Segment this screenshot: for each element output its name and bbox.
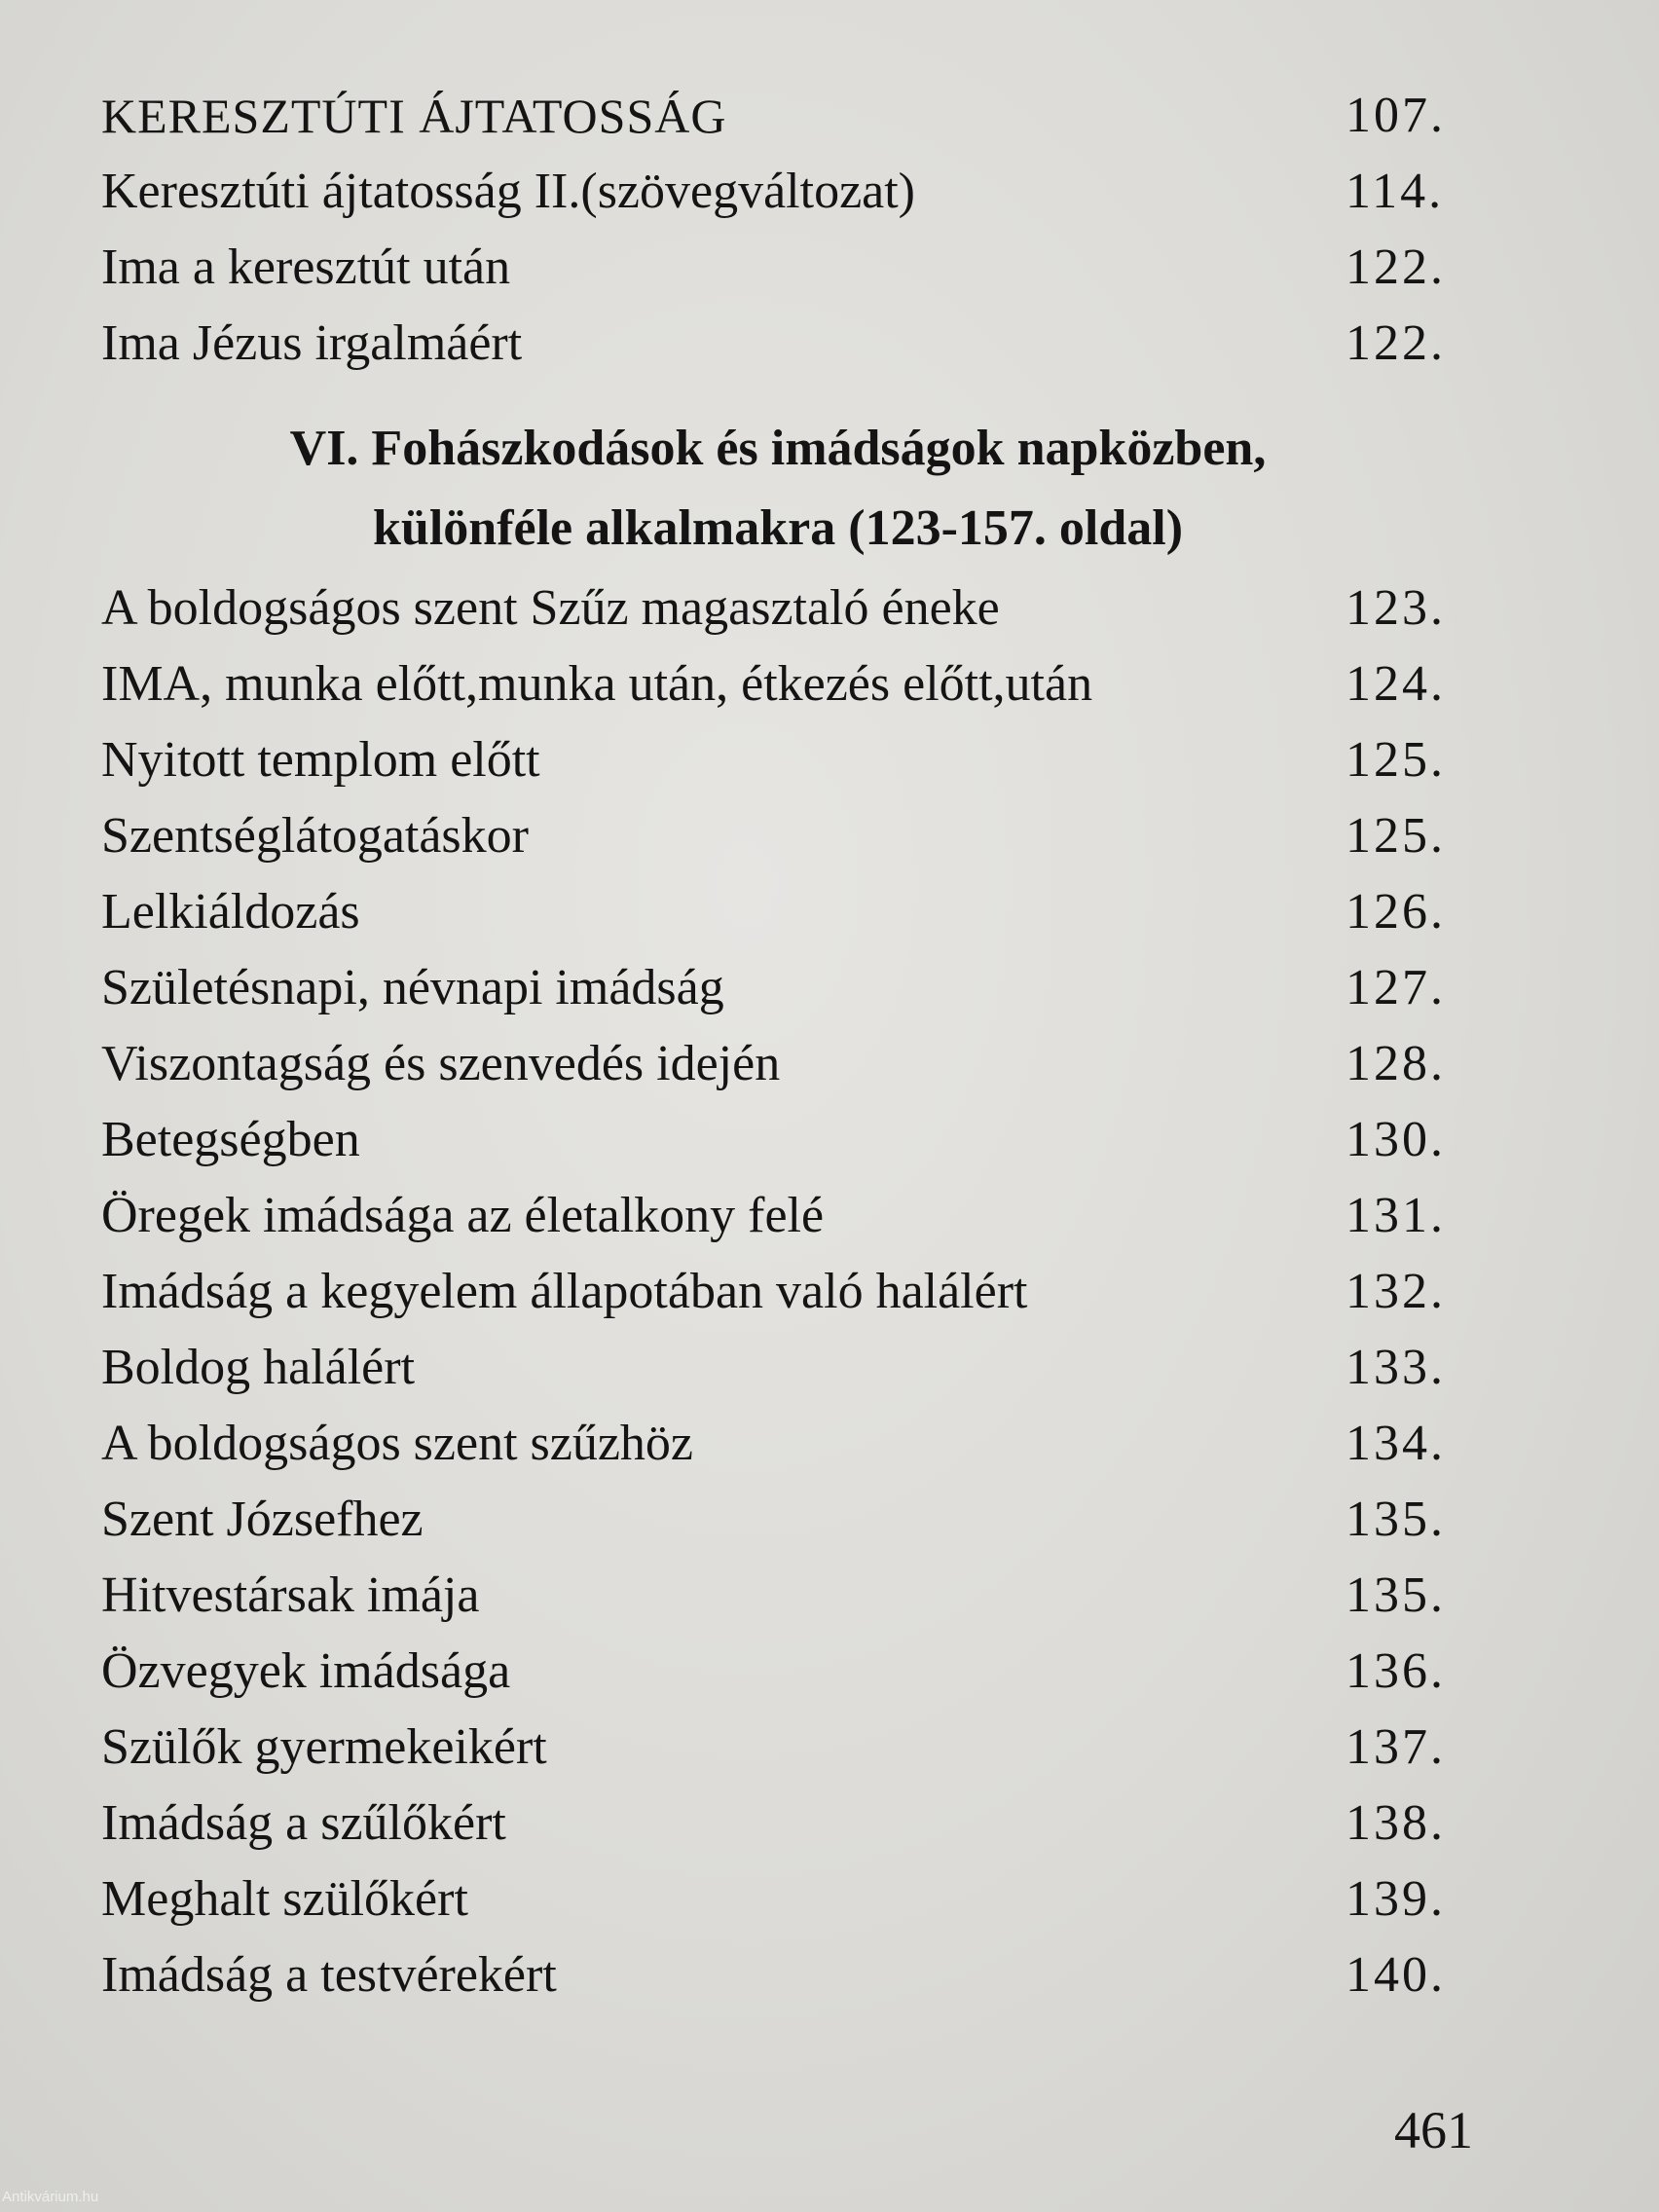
toc-entry bbox=[101, 1330, 1455, 1406]
toc-entry bbox=[101, 571, 1455, 646]
toc-entry bbox=[101, 1102, 1455, 1178]
page-number: 461 bbox=[1394, 2101, 1473, 2159]
section-heading-line-1: VI. Fohászkodások és imádságok napközben, bbox=[289, 421, 1267, 476]
toc-entry-title: Imádság a testvérekért bbox=[101, 1947, 557, 2003]
toc-entry-page: 138. bbox=[1346, 1795, 1446, 1851]
toc-entry-title: Boldog halálért bbox=[101, 1340, 416, 1395]
toc-entry bbox=[101, 874, 1455, 950]
toc-entry-title: Viszontagság és szenvedés idején bbox=[101, 1036, 781, 1091]
toc-entry-title: Imádság a kegyelem állapotában való halálért bbox=[101, 1264, 1028, 1319]
toc-entry-title: Nyitott templom előtt bbox=[101, 732, 540, 788]
toc-entry-title: Ima Jézus irgalmáért bbox=[101, 315, 523, 371]
toc-entry-page: 127. bbox=[1346, 960, 1446, 1015]
toc-entry-title: Öregek imádsága az életalkony felé bbox=[101, 1188, 825, 1243]
toc-entry-title: Imádság a szűlőkért bbox=[101, 1795, 506, 1851]
toc-entry-page: 125. bbox=[1346, 808, 1446, 864]
toc-entry bbox=[101, 78, 1455, 154]
table-of-contents bbox=[101, 78, 1455, 2013]
toc-entry-page: 128. bbox=[1346, 1036, 1446, 1091]
toc-entry-page: 135. bbox=[1346, 1567, 1446, 1623]
toc-entry-title: A boldogságos szent szűzhöz bbox=[101, 1416, 694, 1471]
toc-entry-page: 135. bbox=[1346, 1492, 1446, 1547]
toc-entry bbox=[101, 1254, 1455, 1330]
toc-entry bbox=[101, 722, 1455, 798]
toc-entry bbox=[101, 230, 1455, 306]
section-heading bbox=[101, 382, 1455, 571]
toc-entry bbox=[101, 1786, 1455, 1862]
toc-entry-title: Meghalt szülőkért bbox=[101, 1871, 468, 1927]
toc-entry-page: 134. bbox=[1346, 1416, 1446, 1471]
toc-entry-page: 139. bbox=[1346, 1871, 1446, 1927]
toc-entry bbox=[101, 1406, 1455, 1482]
toc-entry bbox=[101, 1862, 1455, 1937]
toc-entry-page: 122. bbox=[1346, 315, 1446, 371]
toc-entry-page: 132. bbox=[1346, 1264, 1446, 1319]
toc-entry bbox=[101, 798, 1455, 874]
toc-entry-page: 133. bbox=[1346, 1340, 1446, 1395]
toc-entry-title: Szentséglátogatáskor bbox=[101, 808, 529, 864]
toc-entry-title: Szent Józsefhez bbox=[101, 1492, 424, 1547]
toc-entry bbox=[101, 154, 1455, 230]
toc-entry bbox=[101, 1482, 1455, 1558]
toc-entry bbox=[101, 1710, 1455, 1786]
toc-entry-title: Hitvestársak imája bbox=[101, 1567, 480, 1623]
toc-entry bbox=[101, 1026, 1455, 1102]
toc-entry-title: Lelkiáldozás bbox=[101, 884, 360, 940]
toc-entry bbox=[101, 1178, 1455, 1254]
toc-entry-title: Özvegyek imádsága bbox=[101, 1643, 511, 1699]
toc-entry-title: KERESZTÚTI ÁJTATOSSÁG bbox=[101, 89, 727, 143]
toc-entry-title: Születésnapi, névnapi imádság bbox=[101, 960, 724, 1015]
toc-entry bbox=[101, 646, 1455, 722]
toc-entry bbox=[101, 1634, 1455, 1710]
toc-entry-page: 124. bbox=[1346, 656, 1446, 712]
section-heading-line-2: különféle alkalmakra (123-157. oldal) bbox=[372, 500, 1184, 556]
toc-entry-title: Szülők gyermekeikért bbox=[101, 1719, 547, 1775]
toc-entry-title: Keresztúti ájtatosság II.(szövegváltozat) bbox=[101, 164, 915, 219]
toc-entry-page: 137. bbox=[1346, 1719, 1446, 1775]
toc-entry-page: 123. bbox=[1346, 580, 1446, 636]
toc-entry-page: 131. bbox=[1346, 1188, 1446, 1243]
toc-entry-page: 136. bbox=[1346, 1643, 1446, 1699]
toc-entry-page: 130. bbox=[1346, 1112, 1446, 1167]
toc-entry-title: Ima a keresztút után bbox=[101, 240, 511, 295]
toc-entry-title: Betegségben bbox=[101, 1112, 360, 1167]
toc-entry-page: 140. bbox=[1346, 1947, 1446, 2003]
watermark: Antikvárium.hu bbox=[2, 2189, 99, 2205]
toc-entry bbox=[101, 950, 1455, 1026]
toc-entry-page: 122. bbox=[1346, 240, 1446, 295]
toc-entry-page: 125. bbox=[1346, 732, 1446, 788]
toc-entry-page: 114. bbox=[1346, 164, 1445, 219]
toc-entry-page: 107. bbox=[1346, 88, 1446, 143]
toc-entry-title: IMA, munka előtt,munka után, étkezés előtt,után bbox=[101, 656, 1093, 712]
toc-entry bbox=[101, 1558, 1455, 1634]
toc-entry-page: 126. bbox=[1346, 884, 1446, 940]
toc-entry bbox=[101, 1937, 1455, 2013]
toc-entry-title: A boldogságos szent Szűz magasztaló éneke bbox=[101, 580, 1000, 636]
toc-entry bbox=[101, 306, 1455, 382]
